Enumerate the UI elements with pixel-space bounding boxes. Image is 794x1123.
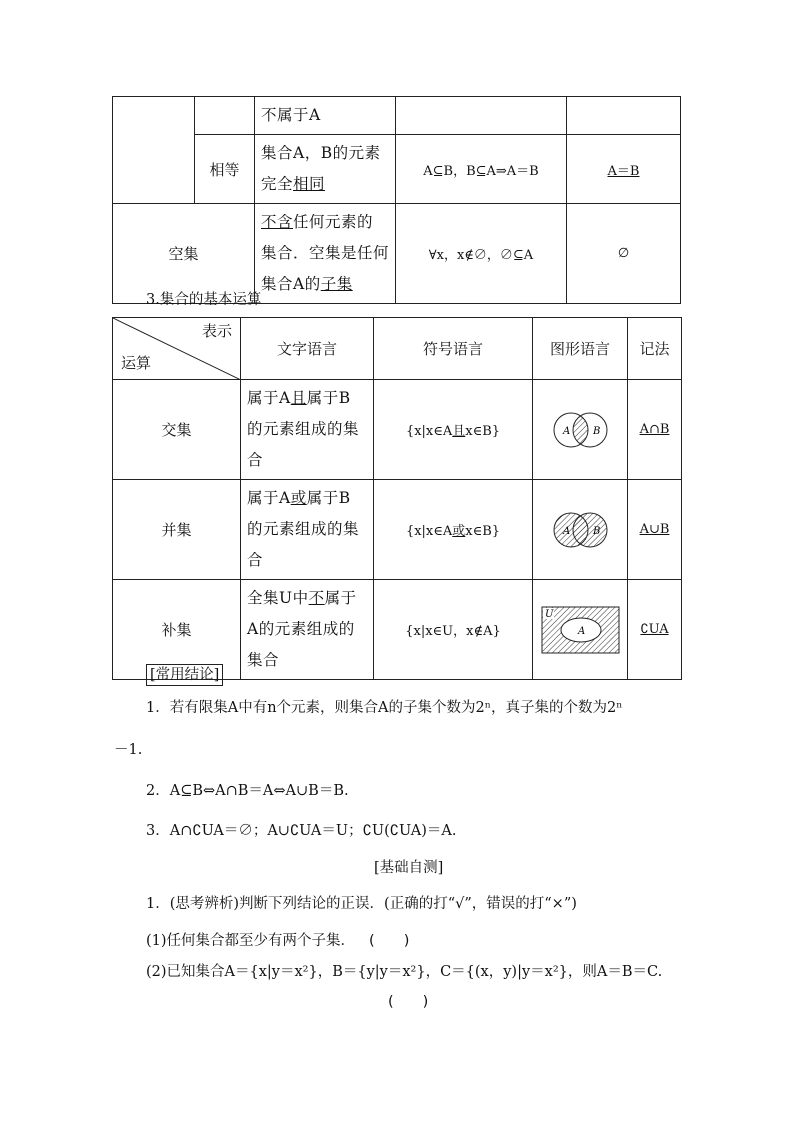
text-part: 全集U中 <box>247 589 309 607</box>
venn-union-icon <box>533 505 628 555</box>
symbol-part: {x|x∈A <box>405 524 453 539</box>
operations-table <box>112 317 682 680</box>
text-part: 属于A <box>247 489 291 507</box>
question-1-2: (2)已知集合A＝{x|y＝x²}，B＝{y|y＝x²}，C＝{(x，y)|y＝x²}，则A＝B＝C. <box>146 964 663 980</box>
empty-cell <box>567 97 681 135</box>
common-conclusions-tag: [常用结论] <box>146 664 223 686</box>
row-complement-graph <box>533 580 628 680</box>
empty-cell <box>396 97 567 135</box>
text-part: 属于 <box>324 589 357 607</box>
row-complement-text <box>241 580 374 680</box>
text-underlined: 或 <box>290 489 307 507</box>
question-1-1 <box>146 929 409 950</box>
empty-set-notation: ∅ <box>567 204 681 304</box>
text-line <box>247 583 369 614</box>
header-diag-bottom: 运算 <box>121 354 152 372</box>
equal-label: 相等 <box>195 135 255 204</box>
row-union-symbol <box>374 480 533 580</box>
empty-set-text-underlined2: 子集 <box>320 275 353 293</box>
self-test-title: [基础自测] <box>374 860 444 876</box>
text-underlined: 不 <box>308 589 325 607</box>
header-notation: 记法 <box>628 318 682 380</box>
question-1-1-text: (1)任何集合都至少有两个子集． <box>146 933 356 949</box>
row-intersection-notation: A∩B <box>628 380 682 480</box>
empty-set-text-line1 <box>261 207 391 238</box>
symbol-part: x∈B} <box>465 424 501 439</box>
symbol-part: x∈B} <box>465 524 501 539</box>
relations-table <box>112 96 681 304</box>
venn-label-b: B <box>593 425 601 437</box>
row-complement-name: 补集 <box>113 580 241 680</box>
text-part: 属于B <box>306 489 351 507</box>
row-intersection-graph <box>533 380 628 480</box>
row-union-notation: A∪B <box>628 480 682 580</box>
text-line: 集合 <box>247 651 280 669</box>
equal-text-prefix: 完全 <box>261 175 294 193</box>
text-line: 的元素组成的集 <box>247 520 360 538</box>
equal-text-line2 <box>261 169 391 200</box>
empty-cell <box>195 97 255 135</box>
equal-symbol: A⊆B，B⊆A⇒A＝B <box>396 135 567 204</box>
row-intersection-symbol <box>374 380 533 480</box>
text-line: 合 <box>247 451 264 469</box>
empty-set-text-line3 <box>261 269 391 300</box>
text-line: 的元素组成的集 <box>247 420 360 438</box>
empty-set-symbol: ∀x，x∉∅，∅⊆A <box>396 204 567 304</box>
header-symbol-language: 符号语言 <box>374 318 533 380</box>
header-text-language: 文字语言 <box>241 318 374 380</box>
text-line: 合 <box>247 551 264 569</box>
venn-label-b: B <box>593 525 601 537</box>
row-union-graph <box>533 480 628 580</box>
symbol-part: {x|x∈A <box>405 424 453 439</box>
empty-set-label: 空集 <box>113 204 255 304</box>
row-intersection-text <box>241 380 374 480</box>
text-line <box>247 383 369 414</box>
venn-intersection-icon <box>533 405 628 455</box>
row-intersection-name: 交集 <box>113 380 241 480</box>
equal-text-line1: 集合A，B的元素 <box>261 144 381 162</box>
header-graph-language: 图形语言 <box>533 318 628 380</box>
text-underlined: 且 <box>290 389 307 407</box>
conclusion-2: 2．A⊆B⇔A∩B＝A⇔A∪B＝B. <box>146 783 349 799</box>
empty-set-text-rest: 任何元素的 <box>293 213 374 231</box>
empty-set-text-underlined: 不含 <box>261 213 294 231</box>
row-union-name: 并集 <box>113 480 241 580</box>
venn-label-a: A <box>563 525 571 537</box>
row-union-text <box>241 480 374 580</box>
text-line <box>247 483 369 514</box>
answer-blank[interactable]: ( ) <box>369 933 410 949</box>
conclusion-1-line2: －1. <box>114 742 143 758</box>
question-1: 1．(思考辨析)判断下列结论的正误．(正确的打“√”，错误的打“×”) <box>146 896 577 912</box>
venn-complement-icon <box>533 604 628 656</box>
not-in-text: 不属于A <box>255 97 396 135</box>
empty-set-text-prefix: 集合A的 <box>261 275 321 293</box>
venn-label-a: A <box>578 625 586 637</box>
equal-text <box>255 135 396 204</box>
symbol-underlined: 或 <box>452 524 466 539</box>
diagonal-header <box>113 318 241 380</box>
header-diag-top: 表示 <box>201 322 232 340</box>
equal-text-underlined: 相同 <box>293 175 326 193</box>
row-complement-symbol: {x|x∈U，x∉A} <box>374 580 533 680</box>
relations-group-cell <box>113 97 195 204</box>
text-part: 属于A <box>247 389 291 407</box>
section-title: 3.集合的基本运算 <box>146 292 262 308</box>
empty-set-text <box>255 204 396 304</box>
conclusion-3: 3．A∩∁UA＝∅；A∪∁UA＝U；∁U(∁UA)＝A. <box>146 823 457 839</box>
conclusion-1-line1: 1．若有限集A中有n个元素，则集合A的子集个数为2ⁿ，真子集的个数为2ⁿ <box>146 700 623 716</box>
equal-notation: A＝B <box>567 135 681 204</box>
empty-set-text-line2: 集合．空集是任何 <box>261 244 390 262</box>
venn-label-u: U <box>545 608 554 620</box>
answer-blank[interactable]: ( ) <box>388 994 429 1010</box>
text-part: 属于B <box>306 389 351 407</box>
venn-label-a: A <box>563 425 571 437</box>
row-complement-notation: ∁UA <box>628 580 682 680</box>
text-line: A的元素组成的 <box>247 620 355 638</box>
symbol-underlined: 且 <box>452 424 466 439</box>
